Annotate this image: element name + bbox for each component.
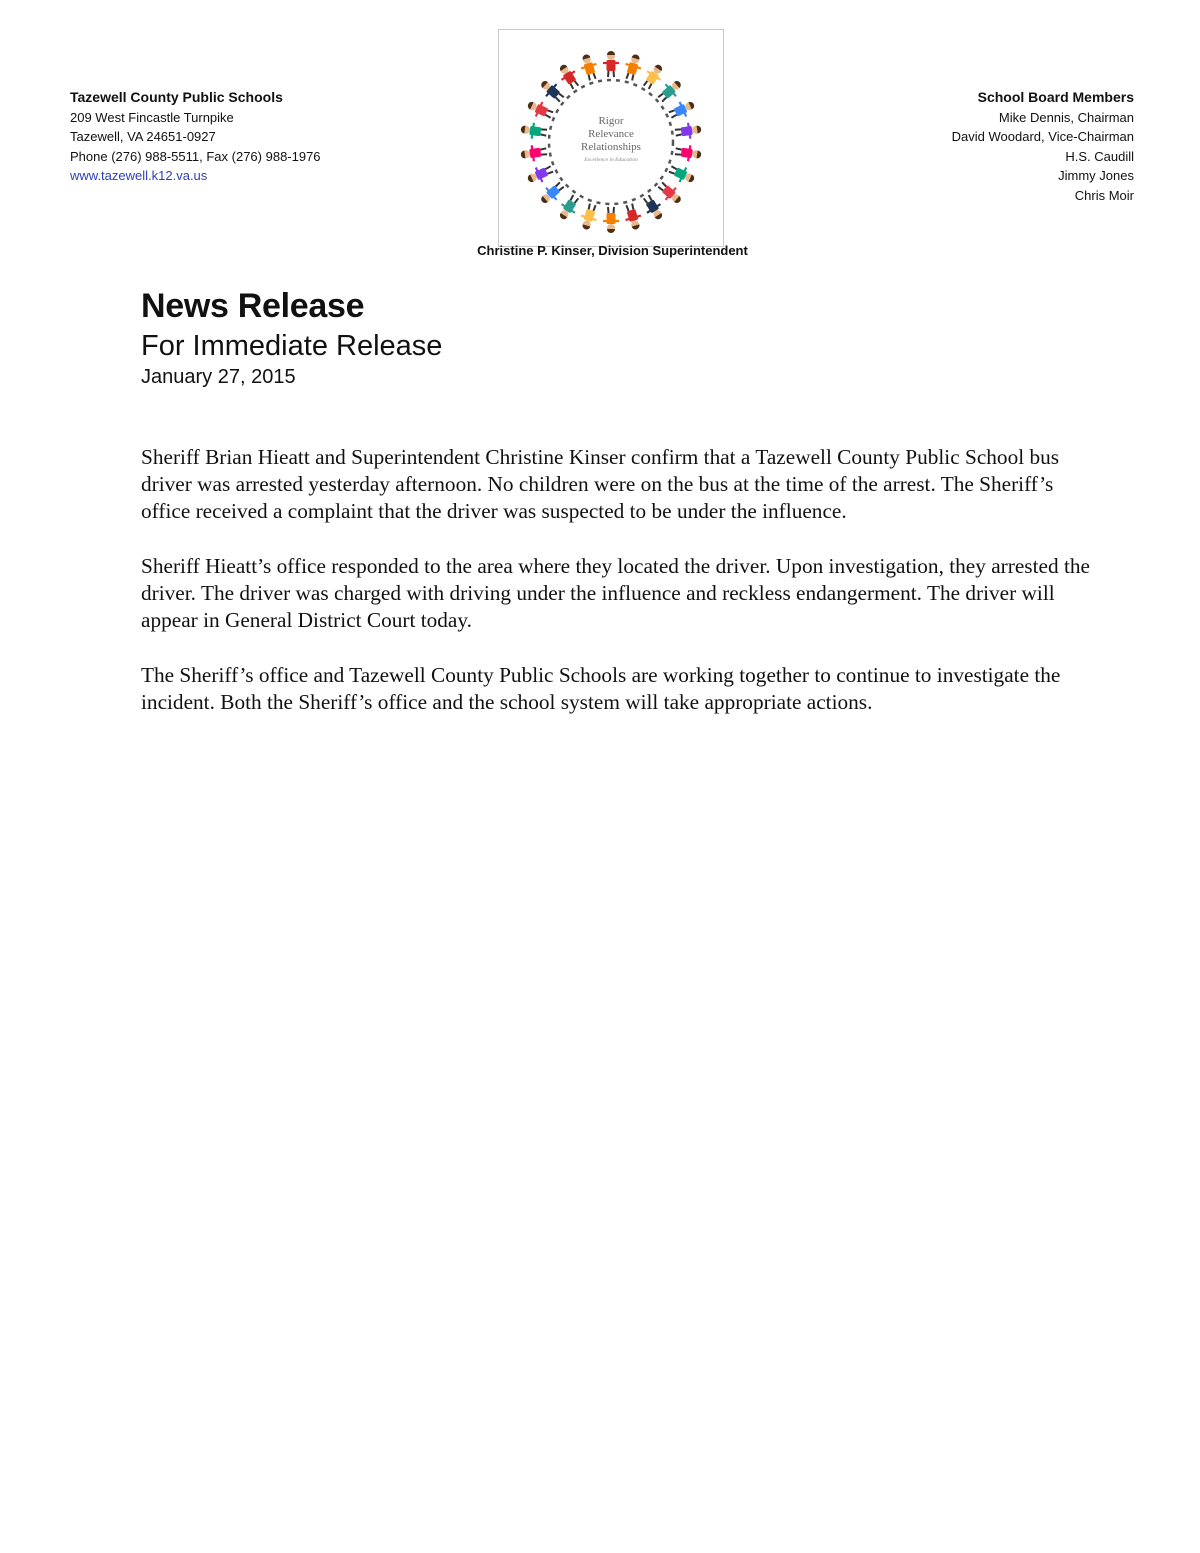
logo-tagline: Excellence in Education [584, 157, 638, 163]
board-member: David Woodard, Vice-Chairman [951, 129, 1134, 145]
superintendent-line: Christine P. Kinser, Division Superintendent [477, 243, 748, 258]
school-board-block [952, 88, 1134, 206]
website-link[interactable]: www.tazewell.k12.va.us [70, 168, 208, 184]
phone-fax: Phone (276) 988-5511, Fax (276) 988-1976 [70, 148, 321, 164]
logo-child-figure [537, 76, 567, 105]
body-paragraph: Sheriff Hieatt’s office responded to the area where they located the driver. Upon investigation, they arrested the driver. The driver was charged with driving under the influence and reckless endangerment. The driver will appear in General District Court today. [141, 554, 1090, 633]
logo-child-figure [537, 179, 567, 208]
logo-child-figure [674, 121, 702, 141]
logo-child-figure [655, 179, 685, 208]
logo-child-figure [555, 192, 583, 223]
release-body [141, 444, 1101, 744]
logo-child-figure [578, 52, 601, 81]
logo-child-figure [639, 192, 667, 223]
board-member: Mike Dennis, Chairman [998, 109, 1134, 125]
address-line-2: Tazewell, VA 24651-0927 [70, 129, 216, 145]
logo-ring-of-children [499, 30, 723, 246]
school-board-heading: School Board Members [977, 89, 1134, 105]
logo-child-figure [525, 97, 555, 122]
logo-child-figure [622, 202, 645, 231]
logo-child-figure [674, 143, 702, 163]
logo-child-figure [622, 52, 645, 81]
logo-child-figure [667, 162, 697, 187]
logo-child-figure [603, 207, 619, 233]
logo-text-relationships: Relationships [581, 141, 641, 153]
board-member: H.S. Caudill [1065, 148, 1134, 164]
logo-text-relevance: Relevance [588, 128, 634, 140]
news-release-title: News Release [141, 287, 365, 325]
board-member: Chris Moir [1074, 187, 1134, 203]
logo-child-figure [520, 143, 548, 163]
body-paragraph: Sheriff Brian Hieatt and Superintendent Christine Kinser confirm that a Tazewell County Public School bus driver was arrested yesterday afternoon. No children were on the bus at the time of the arrest. The Sheriff’s office received a complaint that the driver was suspected to be under the influence. [141, 445, 1060, 524]
logo-child-figure [603, 51, 619, 77]
logo-text-rigor: Rigor [598, 115, 624, 127]
logo-child-figure [555, 61, 583, 92]
logo-child-figure [578, 202, 601, 231]
release-date: January 27, 2015 [141, 366, 296, 388]
logo-child-figure [655, 76, 685, 105]
body-paragraph: The Sheriff’s office and Tazewell County Public Schools are working together to continue to investigate the incident. Both the Sheriff’s office and the school system will take appropriate actions. [141, 663, 1061, 715]
organization-contact-block [70, 88, 321, 186]
logo-child-figure [520, 121, 548, 141]
board-member: Jimmy Jones [1058, 168, 1134, 184]
address-line-1: 209 West Fincastle Turnpike [70, 109, 234, 125]
logo-child-figure [639, 61, 667, 92]
logo-child-figure [525, 162, 555, 187]
release-subtitle: For Immediate Release [141, 330, 443, 362]
logo-child-figure [667, 97, 697, 122]
organization-name: Tazewell County Public Schools [70, 89, 283, 105]
school-logo [498, 29, 724, 247]
